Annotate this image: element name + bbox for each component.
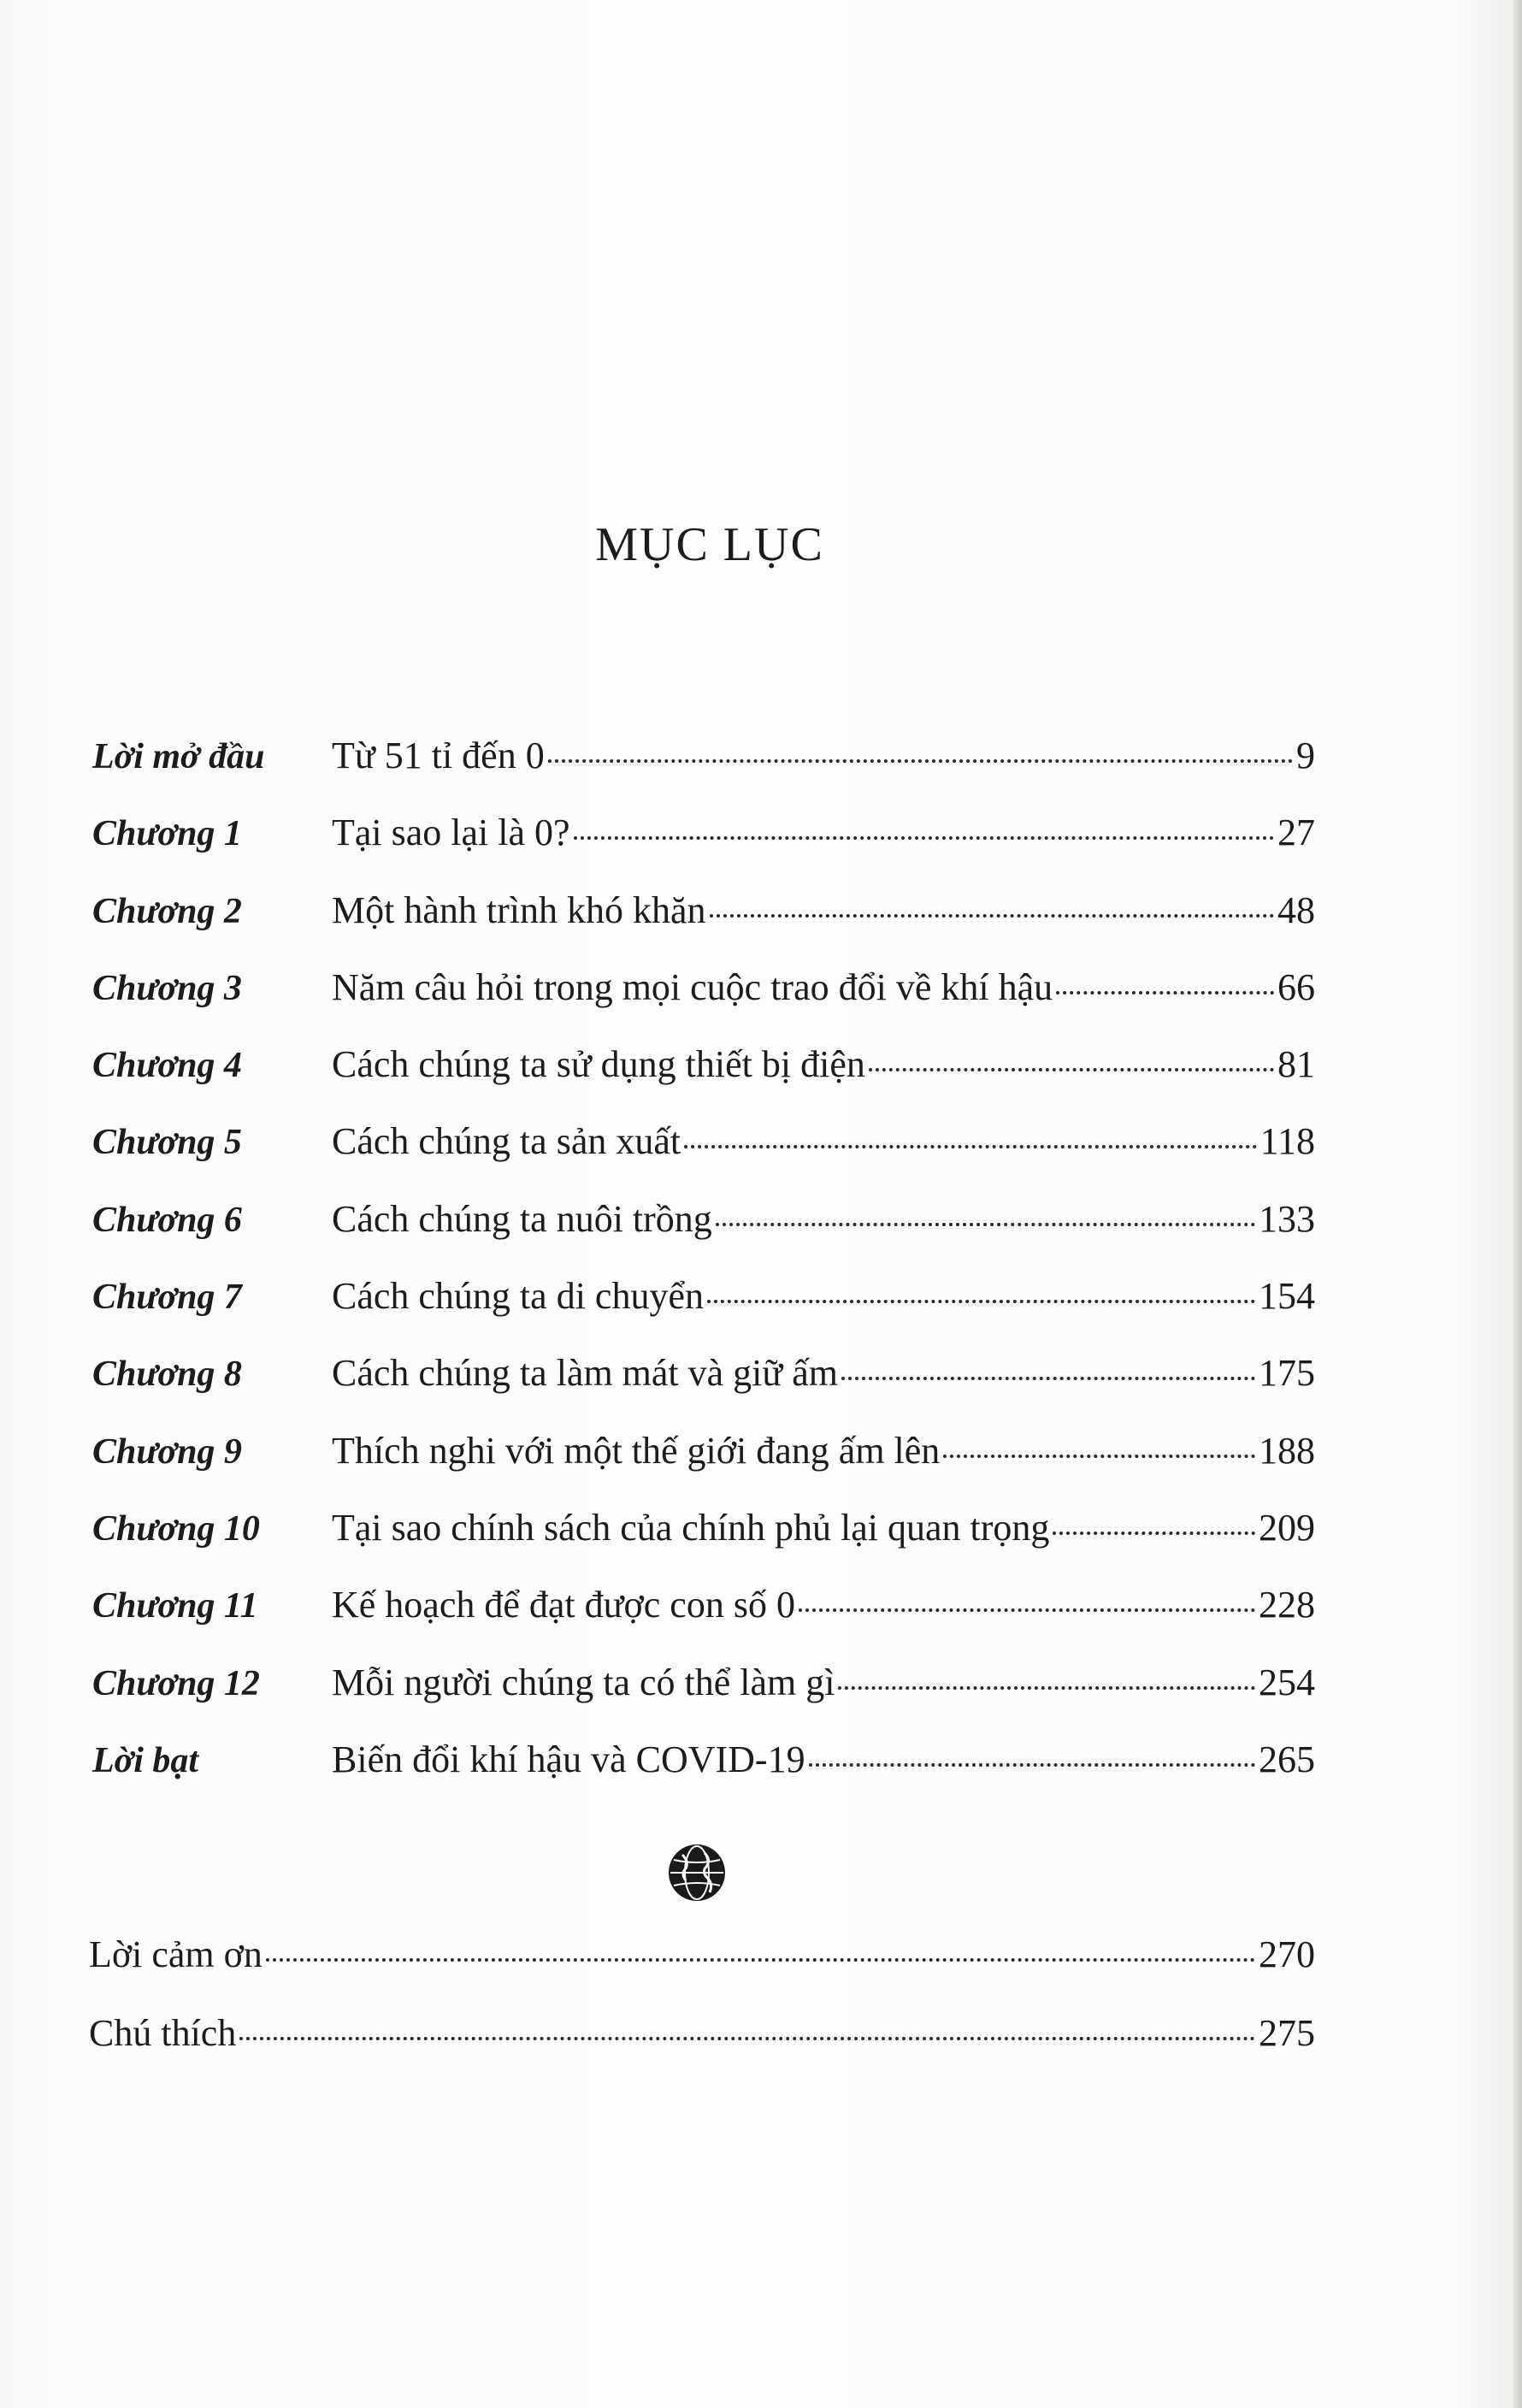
toc-entry-label: Lời bạt bbox=[92, 1740, 199, 1780]
toc-entry-title: Cách chúng ta di chuyển bbox=[332, 1275, 704, 1318]
toc-entry-page: 133 bbox=[1259, 1197, 1315, 1240]
toc-entry-title: Năm câu hỏi trong mọi cuộc trao đổi về khí hậu bbox=[332, 965, 1053, 1008]
dot-leader bbox=[1053, 1532, 1255, 1535]
toc-entry[interactable] bbox=[92, 1042, 1315, 1119]
toc-entry-title: Cách chúng ta sử dụng thiết bị điện bbox=[332, 1043, 865, 1086]
toc-entry-title: Thích nghi với một thế giới đang ấm lên bbox=[332, 1429, 941, 1472]
toc-entry[interactable] bbox=[92, 1429, 1315, 1506]
toc-entry[interactable] bbox=[92, 965, 1315, 1042]
dot-leader bbox=[809, 1763, 1255, 1767]
dot-leader bbox=[266, 1958, 1255, 1962]
toc-entry-page: 209 bbox=[1259, 1506, 1315, 1549]
toc-entry-title: Một hành trình khó khăn bbox=[332, 888, 706, 931]
toc-entry-title: Cách chúng ta sản xuất bbox=[332, 1120, 681, 1163]
toc-entry[interactable] bbox=[92, 1661, 1315, 1738]
toc-entry-label: Chương 4 bbox=[92, 1046, 242, 1086]
toc-entry-page: 254 bbox=[1259, 1661, 1315, 1703]
toc-entry[interactable] bbox=[92, 734, 1315, 811]
toc-entry-title: Chú thích bbox=[89, 2012, 237, 2054]
dot-leader bbox=[707, 1300, 1255, 1303]
toc-entry[interactable] bbox=[89, 1933, 1315, 2011]
dot-leader bbox=[841, 1377, 1255, 1380]
toc-entry-page: 175 bbox=[1259, 1352, 1315, 1395]
toc-entry-label: Chương 9 bbox=[92, 1431, 242, 1472]
toc-entry-page: 275 bbox=[1259, 2012, 1315, 2054]
toc-entry-title: Từ 51 tỉ đến 0 bbox=[332, 735, 545, 776]
toc-entry[interactable] bbox=[89, 2011, 1315, 2090]
toc-entry-page: 154 bbox=[1259, 1275, 1315, 1318]
globe-icon bbox=[667, 1843, 727, 1903]
toc-entry-page: 270 bbox=[1259, 1933, 1315, 1975]
toc-entry-label: Chương 5 bbox=[92, 1123, 242, 1163]
toc-entry-label: Chương 3 bbox=[92, 968, 242, 1008]
page-edge bbox=[1513, 0, 1522, 2408]
dot-leader bbox=[684, 1145, 1257, 1148]
toc-entry-page: 9 bbox=[1296, 735, 1315, 776]
toc-entry[interactable] bbox=[92, 1583, 1315, 1660]
page-title: MỤC LỤC bbox=[595, 518, 824, 571]
toc-entry[interactable] bbox=[92, 1197, 1315, 1274]
back-matter-list bbox=[89, 1933, 1315, 2090]
dot-leader bbox=[239, 2037, 1255, 2040]
toc-entry[interactable] bbox=[92, 811, 1315, 888]
toc-entry-title: Cách chúng ta làm mát và giữ ấm bbox=[332, 1352, 839, 1395]
toc-list bbox=[92, 734, 1315, 1815]
toc-entry-label: Chương 6 bbox=[92, 1200, 242, 1240]
toc-entry-label: Chương 10 bbox=[92, 1508, 260, 1549]
toc-entry-label: Chương 12 bbox=[92, 1663, 260, 1703]
toc-entry-page: 81 bbox=[1277, 1043, 1315, 1086]
dot-leader bbox=[869, 1068, 1274, 1071]
toc-entry-page: 265 bbox=[1259, 1738, 1315, 1780]
toc-entry[interactable] bbox=[92, 1506, 1315, 1583]
dot-leader bbox=[1056, 991, 1274, 994]
toc-entry-label: Chương 11 bbox=[92, 1586, 258, 1626]
dot-leader bbox=[710, 914, 1274, 918]
toc-entry[interactable] bbox=[92, 1119, 1315, 1196]
toc-entry-page: 188 bbox=[1259, 1429, 1315, 1472]
toc-entry-title: Kế hoạch để đạt được con số 0 bbox=[332, 1584, 795, 1626]
toc-entry[interactable] bbox=[92, 1738, 1315, 1815]
toc-entry-label: Chương 1 bbox=[92, 814, 242, 854]
dot-leader bbox=[943, 1455, 1255, 1458]
toc-entry-title: Lời cảm ơn bbox=[89, 1933, 263, 1975]
toc-entry-label: Chương 7 bbox=[92, 1278, 242, 1318]
toc-entry-title: Tại sao chính sách của chính phủ lại quan trọng bbox=[332, 1506, 1050, 1549]
toc-entry-title: Biến đổi khí hậu và COVID-19 bbox=[332, 1738, 805, 1780]
toc-entry-page: 27 bbox=[1277, 812, 1315, 854]
toc-entry-title: Cách chúng ta nuôi trồng bbox=[332, 1197, 712, 1240]
toc-entry[interactable] bbox=[92, 888, 1315, 965]
dot-leader bbox=[548, 759, 1293, 763]
toc-entry[interactable] bbox=[92, 1351, 1315, 1428]
toc-entry-page: 66 bbox=[1277, 965, 1315, 1008]
toc-entry-label: Chương 2 bbox=[92, 891, 242, 931]
toc-entry-title: Tại sao lại là 0? bbox=[332, 812, 570, 854]
toc-entry-page: 48 bbox=[1277, 888, 1315, 931]
toc-entry-label: Chương 8 bbox=[92, 1354, 242, 1395]
toc-entry[interactable] bbox=[92, 1274, 1315, 1351]
dot-leader bbox=[574, 836, 1274, 840]
toc-entry-page: 228 bbox=[1259, 1584, 1315, 1626]
toc-entry-label: Lời mở đầu bbox=[92, 737, 265, 776]
dot-leader bbox=[799, 1608, 1255, 1612]
toc-entry-page: 118 bbox=[1259, 1120, 1315, 1163]
dot-leader bbox=[716, 1223, 1255, 1226]
dot-leader bbox=[838, 1686, 1255, 1690]
toc-entry-title: Mỗi người chúng ta có thể làm gì bbox=[332, 1661, 835, 1703]
